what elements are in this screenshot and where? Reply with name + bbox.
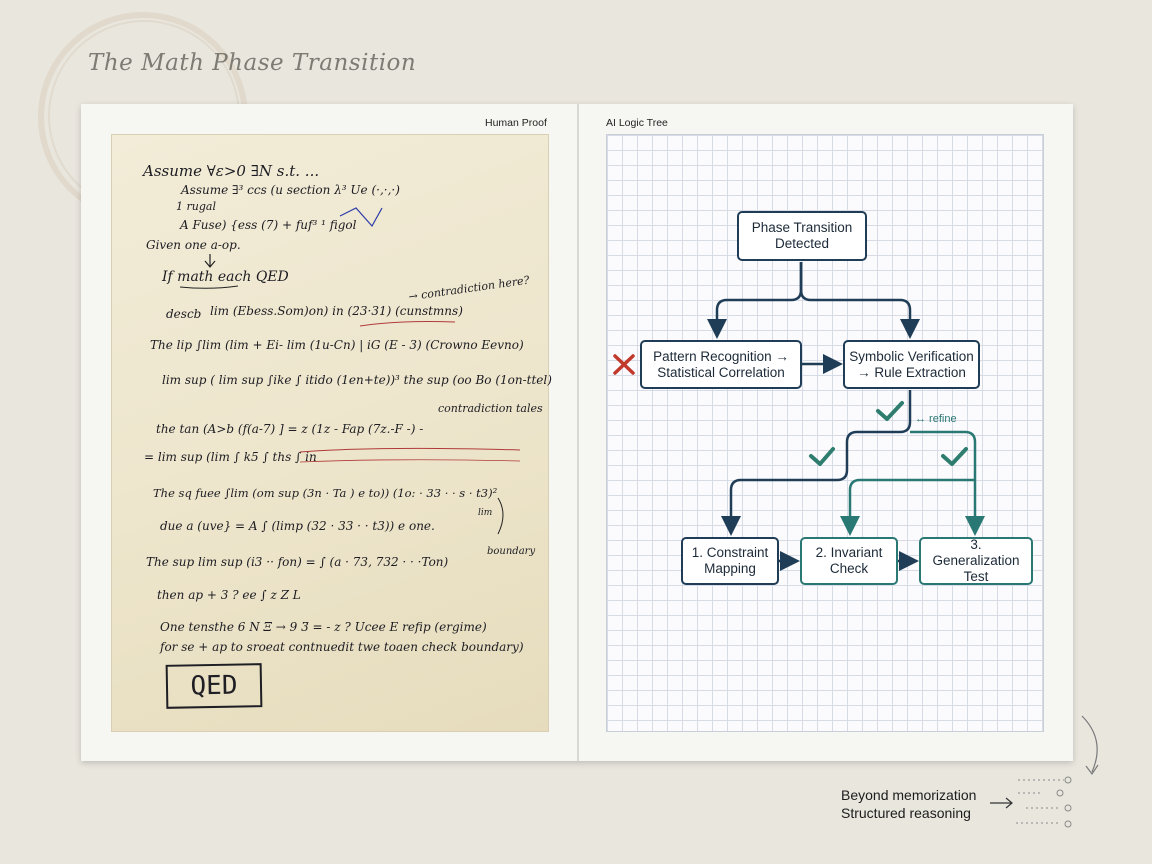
margin-note: → contradiction here? bbox=[407, 273, 531, 304]
margin-note: boundary bbox=[487, 546, 536, 557]
proof-line: 1 rugal bbox=[176, 200, 216, 213]
dotted-pathways-icon bbox=[1016, 777, 1071, 827]
proof-line: The sq fuee ∫lim (om sup (3n · Ta ) e to)) (1o: · 33 · · s · t3)² bbox=[153, 486, 498, 500]
proof-line: due a (uve} = A ∫ (limp (32 · 33 · · t3)) e one. bbox=[160, 519, 435, 533]
proof-line: Assume ∃³ ccs (u section λ³ Ue (·,·,·) bbox=[181, 183, 400, 197]
proof-line: Given one a-op. bbox=[146, 238, 241, 252]
refine-label: ↔ refine bbox=[915, 413, 957, 425]
proof-line: lim (Ebess.Som)on) in (23·31) (cunstmns) bbox=[210, 304, 463, 318]
node-label: Pattern Recognition → Statistical Correlation bbox=[653, 348, 789, 380]
page-title: The Math Phase Transition bbox=[88, 50, 417, 76]
node-label: 3. Generalization Test bbox=[932, 537, 1020, 584]
human-proof-label: Human Proof bbox=[485, 117, 547, 129]
proof-line: = lim sup (lim ∫ k5 ∫ ths ∫ in bbox=[144, 450, 317, 464]
proof-line: then ap + 3 ? ee ∫ z Z L bbox=[157, 588, 301, 602]
proof-line: Assume ∀ε>0 ∃N s.t. ... bbox=[143, 162, 320, 180]
proof-line: The sup lim sup (i3 ·· fon) = ∫ (a · 73, 732 · · ·Ton) bbox=[146, 555, 449, 569]
proof-line: One tensthe 6 N Ξ → 9 3̅ = - z ? Ucee E refip (ergime) bbox=[160, 620, 487, 634]
proof-line: A Fuse) {ess (7) + fuf³ ¹ figol bbox=[180, 218, 357, 232]
node-label: Symbolic Verification → Rule Extraction bbox=[849, 348, 974, 380]
node-label: Phase Transition Detected bbox=[751, 220, 853, 251]
caption-line-2: Structured reasoning bbox=[841, 805, 971, 821]
ai-logic-tree-label: AI Logic Tree bbox=[606, 117, 668, 129]
caption-line-1: Beyond memorization bbox=[841, 787, 977, 803]
qed-label: QED bbox=[190, 670, 238, 702]
curved-arrow-icon bbox=[1082, 716, 1097, 772]
node-label: 1. Constraint Mapping bbox=[691, 545, 769, 576]
margin-note: contradiction tales bbox=[438, 402, 543, 415]
margin-note: lim bbox=[478, 508, 493, 518]
curved-arrowhead bbox=[1086, 765, 1098, 774]
margin-note: descb bbox=[166, 307, 202, 321]
proof-line: the tan (A>b (f(a-7) ] = z (1z - Fap (7z.-F -) - bbox=[156, 422, 424, 436]
node-label: 2. Invariant Check bbox=[815, 545, 883, 576]
caption-arrow-icon bbox=[990, 798, 1012, 808]
proof-line: for se + ap to sroeat contnuedit twe toaen check boundary) bbox=[160, 640, 524, 654]
proof-line: lim sup ( lim sup ∫ike ∫ itido (1en+te))³ the sup (oo Bo (1on-ttel) bbox=[162, 373, 552, 387]
proof-line: The lip ∫lim (lim + Ei- lim (1u-Cn) | iG (E - 3) (Crowno Eevno) bbox=[150, 338, 524, 352]
proof-line: If math each QED bbox=[162, 269, 289, 285]
